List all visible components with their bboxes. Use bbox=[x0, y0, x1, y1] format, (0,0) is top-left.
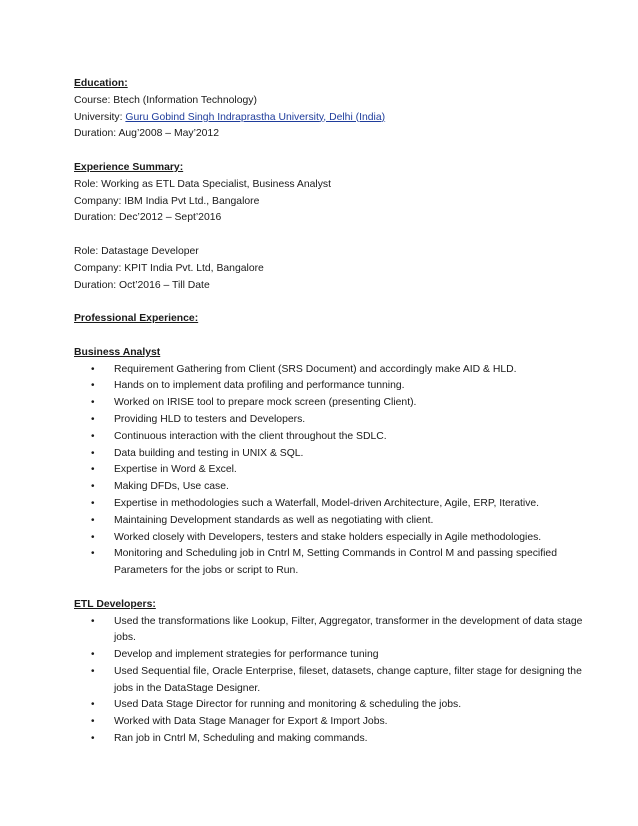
list-item-text: Expertise in methodologies such a Waterfall, Model-driven Architecture, Agile, ERP, Iterative. bbox=[114, 497, 540, 509]
bullet-icon: • bbox=[91, 615, 95, 627]
bullet-icon: • bbox=[91, 665, 95, 677]
list-item bbox=[74, 479, 594, 496]
experience-summary-heading: Experience Summary: bbox=[74, 161, 184, 173]
bullet-icon: • bbox=[91, 733, 95, 745]
list-item bbox=[74, 378, 594, 395]
list-item bbox=[74, 446, 594, 463]
business-analyst-list bbox=[74, 362, 594, 580]
list-item-text: Worked on IRISE tool to prepare mock screen (presenting Client). bbox=[114, 397, 417, 409]
list-item-text: Expertise in Word & Excel. bbox=[114, 464, 237, 476]
list-item-text: Requirement Gathering from Client (SRS Document) and accordingly make AID & HLD. bbox=[114, 363, 517, 375]
education-course bbox=[74, 93, 594, 110]
list-item bbox=[74, 546, 594, 580]
education-heading: Education: bbox=[74, 78, 128, 89]
bullet-icon: • bbox=[91, 464, 95, 476]
list-item-text: Data building and testing in UNIX & SQL. bbox=[114, 447, 304, 459]
bullet-icon: • bbox=[91, 380, 95, 392]
job1-role: Role: Working as ETL Data Specialist, Business Analyst bbox=[74, 178, 331, 190]
bullet-icon: • bbox=[91, 397, 95, 409]
list-item bbox=[74, 664, 594, 698]
bullet-icon: • bbox=[91, 447, 95, 459]
list-item bbox=[74, 513, 594, 530]
professional-experience-heading: Professional Experience: bbox=[74, 313, 199, 325]
bullet-icon: • bbox=[91, 531, 95, 543]
course-label: Course: bbox=[74, 94, 114, 106]
education-duration: Duration: Aug’2008 – May’2012 bbox=[74, 128, 219, 140]
business-analyst-heading: Business Analyst bbox=[74, 346, 161, 358]
bullet-icon: • bbox=[91, 548, 95, 560]
list-item bbox=[74, 395, 594, 412]
list-item bbox=[74, 530, 594, 547]
list-item-text: Monitoring and Scheduling job in Cntrl M, Setting Commands in Control M and passing specified Parameters for the jobs or script to Run. bbox=[114, 548, 557, 577]
university-label: University: bbox=[74, 111, 126, 123]
job2-role: Role: Datastage Developer bbox=[74, 245, 199, 257]
bullet-icon: • bbox=[91, 430, 95, 442]
list-item bbox=[74, 714, 594, 731]
bullet-icon: • bbox=[91, 497, 95, 509]
university-link[interactable]: Guru Gobind Singh Indraprastha University, Delhi (India) bbox=[125, 111, 386, 123]
list-item-text: Used Sequential file, Oracle Enterprise, fileset, datasets, change capture, filter stage for designing the jobs in the DataStage Designer. bbox=[114, 665, 582, 694]
etl-developers-heading: ETL Developers: bbox=[74, 598, 156, 610]
list-item-text: Develop and implement strategies for performance tuning bbox=[114, 649, 379, 661]
bullet-icon: • bbox=[91, 514, 95, 526]
job2-duration: Duration: Oct’2016 – Till Date bbox=[74, 279, 210, 291]
list-item-text: Used the transformations like Lookup, Filter, Aggregator, transformer in the development of data stage jobs. bbox=[114, 615, 583, 644]
list-item-text: Hands on to implement data profiling and performance tunning. bbox=[114, 380, 405, 392]
list-item-text: Ran job in Cntrl M, Scheduling and making commands. bbox=[114, 733, 368, 745]
bullet-icon: • bbox=[91, 413, 95, 425]
bullet-icon: • bbox=[91, 481, 95, 493]
list-item bbox=[74, 496, 594, 513]
resume-page bbox=[74, 76, 594, 748]
education-university bbox=[74, 110, 594, 127]
list-item-text: Worked with Data Stage Manager for Export & Import Jobs. bbox=[114, 716, 388, 728]
course-value: Btech (Information Technology) bbox=[113, 94, 257, 106]
bullet-icon: • bbox=[91, 699, 95, 711]
list-item bbox=[74, 462, 594, 479]
list-item-text: Making DFDs, Use case. bbox=[114, 481, 229, 493]
list-item bbox=[74, 412, 594, 429]
job1-company: Company: IBM India Pvt Ltd., Bangalore bbox=[74, 195, 260, 207]
job1-duration: Duration: Dec’2012 – Sept’2016 bbox=[74, 212, 222, 224]
bullet-icon: • bbox=[91, 716, 95, 728]
list-item-text: Worked closely with Developers, testers and stake holders especially in Agile methodologies. bbox=[114, 531, 542, 543]
list-item-text: Used Data Stage Director for running and monitoring & scheduling the jobs. bbox=[114, 699, 462, 711]
list-item-text: Providing HLD to testers and Developers. bbox=[114, 413, 306, 425]
list-item bbox=[74, 429, 594, 446]
list-item bbox=[74, 697, 594, 714]
job2-company: Company: KPIT India Pvt. Ltd, Bangalore bbox=[74, 262, 264, 274]
bullet-icon: • bbox=[91, 363, 95, 375]
bullet-icon: • bbox=[91, 649, 95, 661]
list-item-text: Maintaining Development standards as well as negotiating with client. bbox=[114, 514, 434, 526]
etl-developers-list bbox=[74, 614, 594, 748]
list-item bbox=[74, 731, 594, 748]
list-item bbox=[74, 362, 594, 379]
list-item-text: Continuous interaction with the client throughout the SDLC. bbox=[114, 430, 387, 442]
list-item bbox=[74, 614, 594, 648]
list-item bbox=[74, 647, 594, 664]
